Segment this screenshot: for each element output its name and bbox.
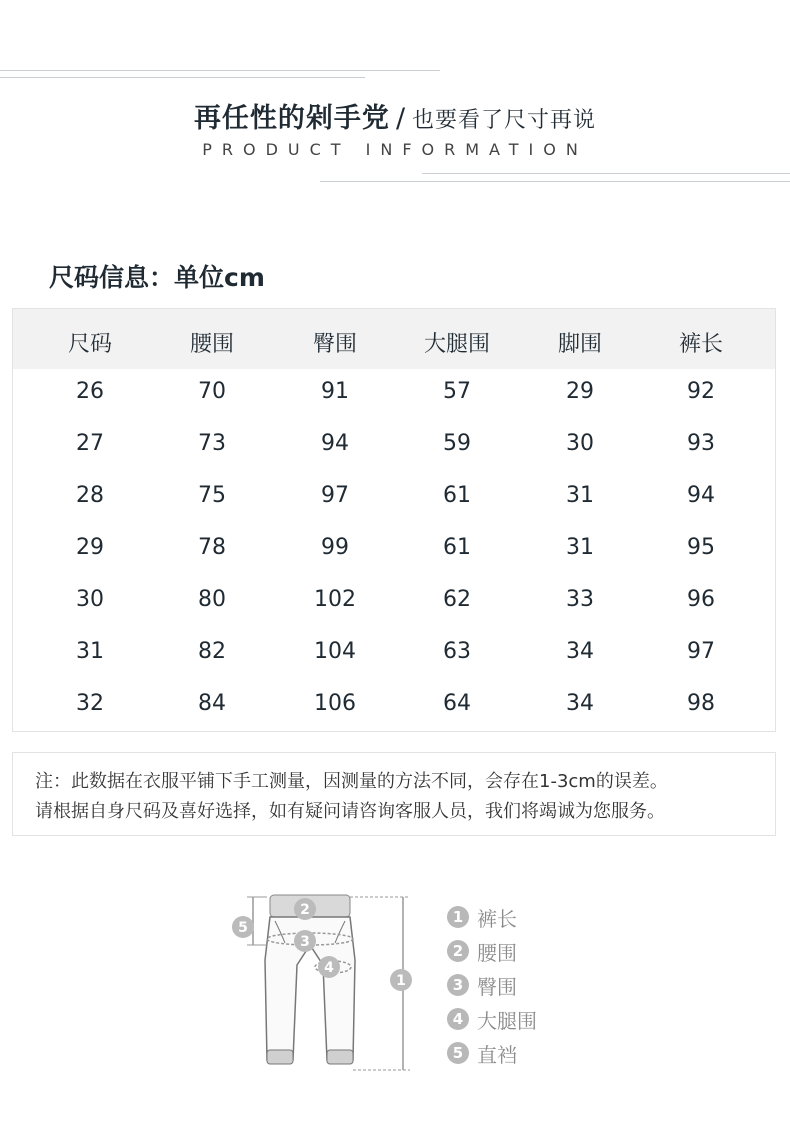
table-cell: 63 [443,639,471,664]
marker-3 [294,930,316,952]
table-cell: 31 [76,639,104,664]
note-box [12,752,776,836]
table-cell: 93 [687,431,715,456]
legend-item-hip [447,972,517,998]
legend-label: 大腿围 [477,1008,537,1033]
table-cell: 102 [314,587,356,612]
marker-1 [390,969,412,991]
table-cell: 97 [687,639,715,664]
table-cell: 84 [198,691,226,716]
table-cell: 34 [566,691,594,716]
table-row [13,639,775,679]
table-cell: 75 [198,483,226,508]
table-cell: 34 [566,639,594,664]
table-cell: 92 [687,379,715,404]
header-cell: 臀围 [312,332,357,357]
table-cell: 30 [76,587,104,612]
note-line-2: 请根据自身尺码及喜好选择，如有疑问请咨询客服人员，我们将竭诚为您服务。 [35,801,665,822]
legend-number: 5 [447,1042,469,1064]
top-left-line-2 [0,77,365,78]
marker-2 [294,898,316,920]
header-cell: 裤长 [678,332,723,357]
marker-5 [232,916,254,938]
header-cell: 大腿围 [423,332,490,357]
table-cell: 57 [443,379,471,404]
top-right-line-2 [320,181,790,182]
legend-label: 裤长 [477,906,517,931]
table-cell: 70 [198,379,226,404]
svg-text:5: 5 [238,920,248,936]
title-sub: 也要看了尺寸再说 [412,108,597,133]
size-table [12,308,776,732]
note-line-1: 注：此数据在衣服平铺下手工测量，因测量的方法不同，会存在1-3cm的误差。 [35,771,668,792]
table-cell: 95 [687,535,715,560]
pants-diagram [225,885,425,1085]
table-cell: 61 [443,535,471,560]
legend-number: 1 [447,906,469,928]
table-cell: 28 [76,483,104,508]
top-left-line-1 [0,70,440,71]
table-cell: 30 [566,431,594,456]
table-cell: 73 [198,431,226,456]
legend-number: 2 [447,940,469,962]
table-cell: 99 [321,535,349,560]
legend-item-thigh [447,1006,537,1032]
table-header [13,309,775,369]
legend-item-rise [447,1040,517,1066]
table-cell: 31 [566,535,594,560]
legend-number: 3 [447,974,469,996]
top-right-line-1 [422,173,790,174]
table-cell: 26 [76,379,104,404]
table-row [13,587,775,627]
table-cell: 31 [566,483,594,508]
legend-label: 直裆 [477,1042,517,1067]
table-row [13,379,775,419]
table-cell: 91 [321,379,349,404]
size-info-label: 尺码信息：单位cm [49,263,265,292]
svg-text:4: 4 [324,960,334,976]
svg-text:3: 3 [300,934,310,950]
table-row [13,691,775,731]
table-cell: 32 [76,691,104,716]
legend-item-length [447,904,517,930]
table-cell: 27 [76,431,104,456]
table-row [13,535,775,575]
page-title [0,96,790,135]
table-cell: 97 [321,483,349,508]
table-row [13,431,775,471]
header-cell: 尺码 [67,332,112,357]
legend-label: 臀围 [477,974,517,999]
title-separator: / [395,103,407,134]
table-cell: 59 [443,431,471,456]
table-cell: 98 [687,691,715,716]
table-cell: 64 [443,691,471,716]
table-row [13,483,775,523]
table-cell: 80 [198,587,226,612]
header-cell: 腰围 [189,332,234,357]
marker-4 [318,956,340,978]
table-cell: 94 [687,483,715,508]
table-cell: 61 [443,483,471,508]
table-cell: 94 [321,431,349,456]
table-cell: 82 [198,639,226,664]
legend-item-waist [447,938,517,964]
table-cell: 78 [198,535,226,560]
header-cell: 脚围 [557,332,602,357]
table-cell: 106 [314,691,356,716]
table-cell: 33 [566,587,594,612]
legend-number: 4 [447,1008,469,1030]
svg-text:2: 2 [300,902,310,918]
table-cell: 29 [566,379,594,404]
table-cell: 96 [687,587,715,612]
table-cell: 29 [76,535,104,560]
table-cell: 104 [314,639,356,664]
subtitle-en: PRODUCT INFORMATION [202,140,588,159]
svg-text:1: 1 [396,973,406,989]
legend-label: 腰围 [477,940,517,965]
title-main: 再任性的剁手党 [193,103,390,134]
table-cell: 62 [443,587,471,612]
